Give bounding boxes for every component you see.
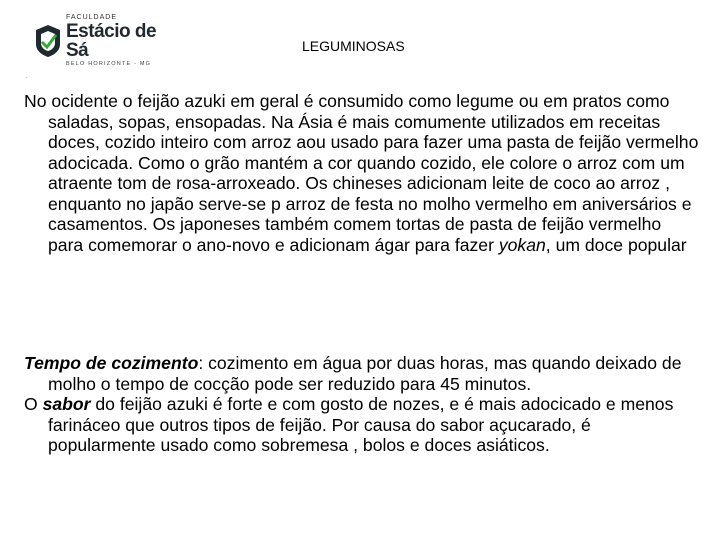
flavor-paragraph <box>24 394 700 456</box>
page-title: LEGUMINOSAS <box>302 38 405 54</box>
faculdade-estacio-logo <box>34 14 170 68</box>
logo-name-text: Estácio de Sá <box>66 21 157 62</box>
cooking-time-text: : cozimento em água por duas horas, mas quando deixado de molho o tempo de cocção pode ser reduzido para 45 minutos. <box>48 353 682 394</box>
paragraph-cooking-and-flavor <box>24 353 700 456</box>
paragraph-azuki-uses <box>24 91 700 255</box>
stray-dot: . <box>26 74 28 80</box>
logo-city-text: BELO HORIZONTE - MG <box>66 61 152 68</box>
logo-faculdade-text: FACULDADE <box>66 14 118 22</box>
paragraph-azuki-uses-text: No ocidente o feijão azuki em geral é consumido como legume ou em pratos como saladas, sopas, ensopadas. Na Ásia é mais comumente utilizados em receitas doces, cozido inteiro com arroz aou usado para fazer uma pasta de feijão vermelho adocicada. Como o grão mantém a cor quando cozido, ele colore o arroz com um atraente tom de rosa-arroxeado. Os chineses adicionam leite de coco ao arroz , enquanto no japão serve-se p arroz de festa no molho vermelho em aniversários e casamentos. Os japoneses também comem tortas de pasta de feijão vermelho para comemorar o ano-novo e adicionam ágar para fazer <box>24 91 699 255</box>
flavor-prefix: O <box>24 394 43 414</box>
paragraph-azuki-uses-tail: , um doce popular <box>545 234 687 255</box>
cooking-time-paragraph <box>24 353 700 394</box>
cooking-time-label: Tempo de cozimento <box>24 353 199 373</box>
yokan-term: yokan <box>498 234 546 255</box>
estacio-emblem-icon <box>34 24 62 58</box>
flavor-text: do feijão azuki é forte e com gosto de nozes, e é mais adocicado e menos farináceo que outros tipos de feijão. Por causa do sabor açucarado, é popularmente usado como sobremesa , bolos e doces asiáticos. <box>48 394 674 455</box>
flavor-label: sabor <box>42 394 91 414</box>
